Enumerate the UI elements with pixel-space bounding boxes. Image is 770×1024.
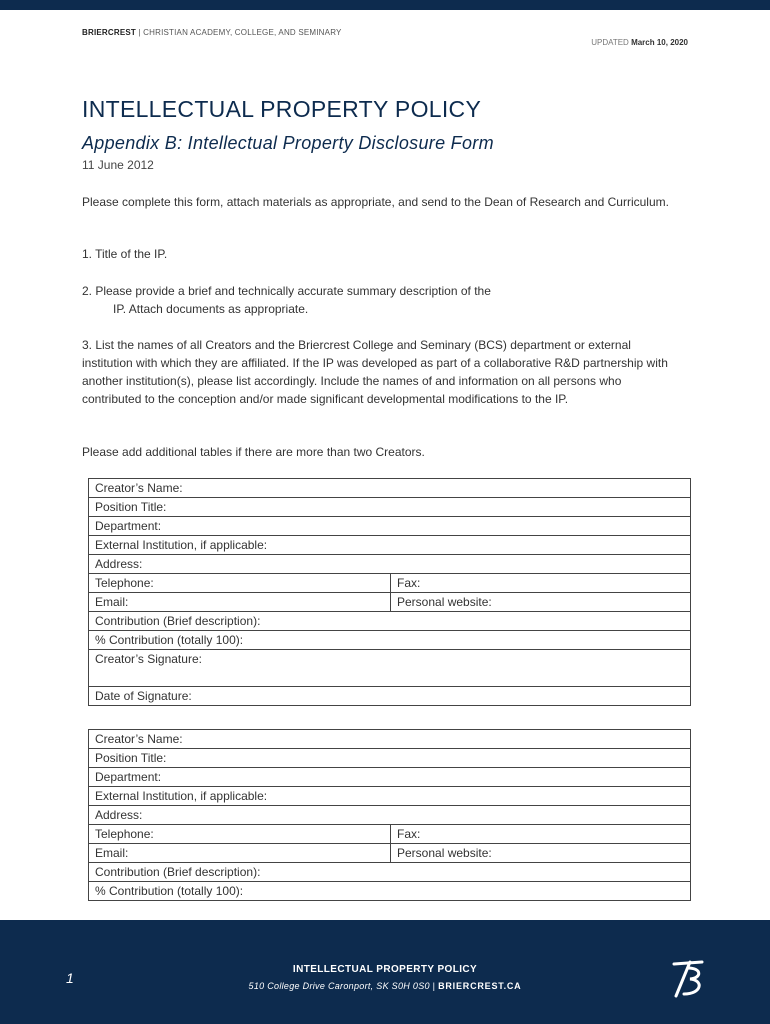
creator-signature-field[interactable]: Creator’s Signature: — [89, 650, 691, 687]
creator-table-1 — [88, 478, 691, 706]
footer-address: 510 College Drive Caronport, SK S0H 0S0 — [248, 981, 430, 991]
fax-field[interactable]: Fax: — [391, 574, 691, 593]
address-field[interactable]: Address: — [89, 806, 691, 825]
fax-field[interactable]: Fax: — [391, 825, 691, 844]
position-title-field[interactable]: Position Title: — [89, 498, 691, 517]
department-field[interactable]: Department: — [89, 768, 691, 787]
external-institution-field[interactable]: External Institution, if applicable: — [89, 536, 691, 555]
item-2-line-1: 2. Please provide a brief and technically accurate summary description of the — [82, 284, 491, 298]
updated-value: March 10, 2020 — [631, 38, 688, 47]
brand-tagline: | CHRISTIAN ACADEMY, COLLEGE, AND SEMINARY — [136, 28, 342, 37]
email-field[interactable]: Email: — [89, 844, 391, 863]
contribution-percent-field[interactable]: % Contribution (totally 100): — [89, 631, 691, 650]
document-title: INTELLECTUAL PROPERTY POLICY — [82, 96, 482, 122]
address-field[interactable]: Address: — [89, 555, 691, 574]
item-2-line-2: IP. Attach documents as appropriate. — [113, 302, 309, 316]
document-subtitle: Appendix B: Intellectual Property Disclosure Form — [82, 133, 494, 153]
creator-name-field[interactable]: Creator’s Name: — [89, 479, 691, 498]
personal-website-field[interactable]: Personal website: — [391, 593, 691, 612]
personal-website-field[interactable]: Personal website: — [391, 844, 691, 863]
creator-name-field[interactable]: Creator’s Name: — [89, 730, 691, 749]
contribution-field[interactable]: Contribution (Brief description): — [89, 863, 691, 882]
external-institution-field[interactable]: External Institution, if applicable: — [89, 787, 691, 806]
department-field[interactable]: Department: — [89, 517, 691, 536]
telephone-field[interactable]: Telephone: — [89, 825, 391, 844]
footer-address-line — [0, 981, 770, 991]
telephone-field[interactable]: Telephone: — [89, 574, 391, 593]
brand-header — [82, 28, 342, 37]
page-number: 1 — [66, 970, 74, 986]
contribution-percent-field[interactable]: % Contribution (totally 100): — [89, 882, 691, 901]
contribution-field[interactable]: Contribution (Brief description): — [89, 612, 691, 631]
email-field[interactable]: Email: — [89, 593, 391, 612]
footer-title: INTELLECTUAL PROPERTY POLICY — [292, 964, 478, 975]
position-title-field[interactable]: Position Title: — [89, 749, 691, 768]
updated-label: UPDATED — [591, 38, 632, 47]
footer-separator: | — [429, 981, 439, 991]
signature-date-field[interactable]: Date of Signature: — [89, 687, 691, 706]
tables-note: Please add additional tables if there are more than two Creators. — [82, 445, 425, 459]
document-date: 11 June 2012 — [82, 158, 154, 172]
briercrest-b-logo-icon — [668, 956, 708, 1000]
page-footer — [0, 920, 770, 1024]
creator-table-2 — [88, 729, 691, 901]
top-accent-bar — [0, 0, 770, 10]
item-3: 3. List the names of all Creators and the Briercrest College and Seminary (BCS) department or external institution with which they are affiliated. If the IP was developed as part of a collaborative R&D partnership with another institution(s), please list accordingly. Include the names of and information on all persons who contributed to the conception and/or made significant developmental modifications to the IP. — [82, 338, 668, 406]
footer-website-link[interactable]: BRIERCREST.CA — [438, 981, 522, 991]
brand-name: BRIERCREST — [82, 28, 137, 37]
item-2 — [82, 282, 682, 318]
item-1: 1. Title of the IP. — [82, 247, 168, 261]
updated-date — [591, 38, 688, 47]
intro-paragraph: Please complete this form, attach materials as appropriate, and send to the Dean of Research and Curriculum. — [82, 195, 669, 209]
